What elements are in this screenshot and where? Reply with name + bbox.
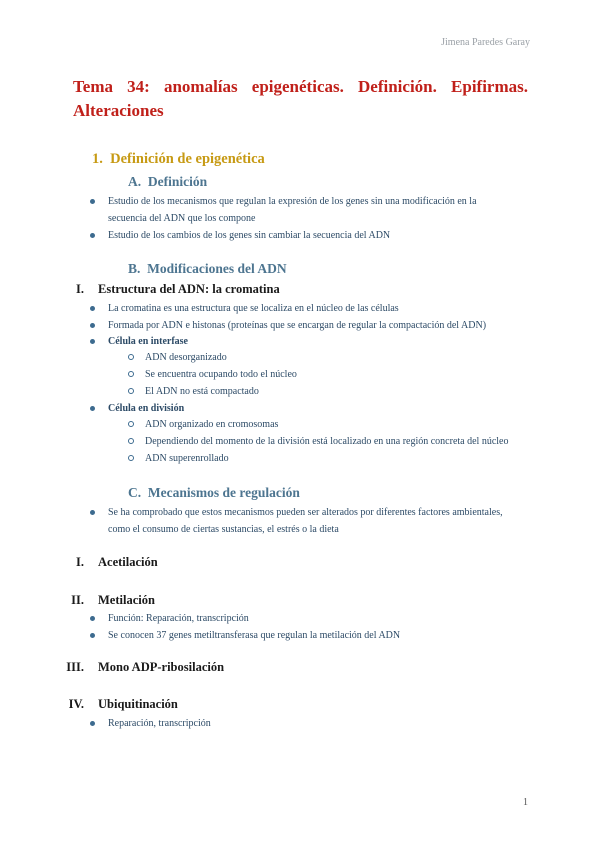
circle-bullet-icon (128, 455, 134, 461)
list-item: Estudio de los mecanismos que regulan la expresión de los genes sin una modificación en la (108, 193, 477, 210)
list-item: Se ha comprobado que estos mecanismos pueden ser alterados por diferentes factores ambientales, (108, 504, 503, 521)
bullet-icon (90, 339, 95, 344)
sub-list-item: ADN superenrollado (145, 450, 229, 467)
roman-title: Mono ADP-ribosilación (98, 660, 225, 674)
list-item: Formada por ADN e histonas (proteínas que se encargan de regular la compactación del ADN) (108, 317, 486, 334)
sub-list-item: El ADN no está compactado (145, 383, 259, 400)
list-item: Estudio de los cambios de los genes sin cambiar la secuencia del ADN (108, 227, 390, 244)
bullet-icon (90, 199, 95, 204)
circle-bullet-icon (128, 354, 134, 360)
roman-heading (58, 697, 178, 712)
subsection-title: Mecanismos de regulación (147, 485, 300, 500)
list-item-bold: Célula en división (108, 400, 184, 417)
sub-list-item: ADN desorganizado (145, 349, 227, 366)
section-title: Definición de epigenética (110, 151, 265, 167)
bullet-icon (90, 616, 95, 621)
subsection-letter: A. (128, 174, 142, 189)
author-name: Jimena Paredes Garay (441, 37, 530, 48)
roman-numeral: IV. (68, 697, 84, 711)
list-item-continuation: como el consumo de ciertas sustancias, el estrés o la dieta (108, 524, 339, 535)
roman-numeral: I. (76, 555, 84, 569)
circle-bullet-icon (128, 388, 134, 394)
list-item: Función: Reparación, transcripción (108, 610, 249, 627)
roman-numeral: II. (71, 593, 84, 607)
roman-heading (58, 555, 158, 570)
roman-title: Metilación (98, 593, 155, 607)
roman-title: Ubiquitinación (98, 697, 178, 711)
roman-title: Estructura del ADN: la cromatina (98, 282, 280, 296)
bullet-icon (90, 510, 95, 515)
list-item-continuation: secuencia del ADN que los compone (108, 213, 256, 224)
bullet-icon (90, 233, 95, 238)
sub-list-item: Se encuentra ocupando todo el núcleo (145, 366, 297, 383)
list-item: Se conocen 37 genes metiltransferasa que regulan la metilación del ADN (108, 627, 400, 644)
circle-bullet-icon (128, 438, 134, 444)
page-title: Tema 34: anomalías epigenéticas. Definición. Epifirmas. Alteraciones (73, 77, 528, 120)
bullet-icon (90, 721, 95, 726)
section-heading-1 (92, 151, 265, 168)
sub-list-item: Dependiendo del momento de la división está localizado en una región concreta del núcleo (145, 433, 508, 450)
subsection-letter: C. (128, 485, 142, 500)
list-item-bold: Célula en interfase (108, 333, 188, 350)
bullet-icon (90, 306, 95, 311)
page-number: 1 (523, 797, 528, 808)
subsection-title: Modificaciones del ADN (147, 261, 287, 276)
subsection-heading-a (128, 174, 207, 190)
bullet-icon (90, 406, 95, 411)
subsection-title: Definición (147, 174, 208, 189)
roman-numeral: III. (66, 660, 84, 674)
roman-numeral: I. (76, 282, 84, 296)
roman-title: Acetilación (98, 555, 158, 569)
subsection-heading-c (128, 485, 300, 501)
list-item: La cromatina es una estructura que se localiza en el núcleo de las células (108, 300, 399, 317)
subsection-heading-b (128, 261, 287, 277)
subsection-letter: B. (128, 261, 141, 276)
roman-heading (58, 593, 155, 608)
circle-bullet-icon (128, 371, 134, 377)
list-item: Reparación, transcripción (108, 715, 211, 732)
section-number: 1. (92, 151, 103, 167)
circle-bullet-icon (128, 421, 134, 427)
roman-heading (58, 282, 280, 297)
bullet-icon (90, 633, 95, 638)
roman-heading (58, 660, 224, 675)
sub-list-item: ADN organizado en cromosomas (145, 416, 278, 433)
bullet-icon (90, 323, 95, 328)
